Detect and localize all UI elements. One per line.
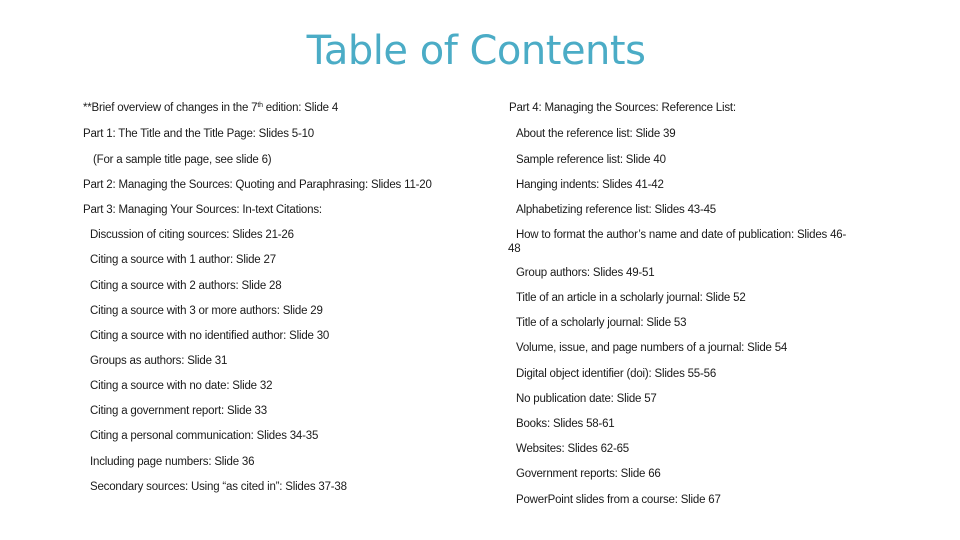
toc-part3-item: Citing a source with 3 or more authors: Slide 29 <box>90 305 323 317</box>
toc-overview <box>83 101 338 115</box>
toc-part3-item: Citing a personal communication: Slides 34-35 <box>90 430 319 442</box>
toc-part4-item: Alphabetizing reference list: Slides 43-45 <box>516 204 716 216</box>
overview-text: **Brief overview of changes in the 7 <box>83 102 258 114</box>
toc-part3: Part 3: Managing Your Sources: In-text Citations: <box>83 204 322 216</box>
toc-part4-item: Government reports: Slide 66 <box>516 468 661 480</box>
toc-part3-item: Including page numbers: Slide 36 <box>90 456 255 468</box>
toc-part3-item: Citing a government report: Slide 33 <box>90 405 267 417</box>
toc-part4-item: How to format the author’s name and date of publication: Slides 46-48 <box>508 229 847 255</box>
toc-part4-item: PowerPoint slides from a course: Slide 67 <box>516 494 721 506</box>
toc-part3-item: Groups as authors: Slide 31 <box>90 355 228 367</box>
toc-part4-item: No publication date: Slide 57 <box>516 393 657 405</box>
toc-part3-item: Citing a source with 1 author: Slide 27 <box>90 254 276 266</box>
toc-part1-note: (For a sample title page, see slide 6) <box>93 154 272 166</box>
toc-part4-item: Websites: Slides 62-65 <box>516 443 630 455</box>
toc-part4-item: Group authors: Slides 49-51 <box>516 267 655 279</box>
toc-part4-item: Hanging indents: Slides 41-42 <box>516 179 664 191</box>
overview-superscript: th <box>257 102 263 109</box>
toc-part3-item: Discussion of citing sources: Slides 21-26 <box>90 229 294 241</box>
toc-part2: Part 2: Managing the Sources: Quoting and Paraphrasing: Slides 11-20 <box>83 179 432 191</box>
slide-title: Table of Contents <box>306 28 646 74</box>
toc-part3-item: Citing a source with no date: Slide 32 <box>90 380 273 392</box>
toc-part1: Part 1: The Title and the Title Page: Slides 5-10 <box>83 128 314 140</box>
toc-part3-item: Citing a source with no identified author: Slide 30 <box>90 330 330 342</box>
toc-part4-item: Books: Slides 58-61 <box>516 418 615 430</box>
toc-part4-item: Volume, issue, and page numbers of a journal: Slide 54 <box>516 342 788 354</box>
toc-part4: Part 4: Managing the Sources: Reference List: <box>509 102 736 114</box>
toc-part4-item: Title of a scholarly journal: Slide 53 <box>516 317 687 329</box>
toc-part4-item: Sample reference list: Slide 40 <box>516 154 666 166</box>
toc-part4-item: Title of an article in a scholarly journal: Slide 52 <box>516 292 746 304</box>
overview-suffix: edition: Slide 4 <box>262 102 339 114</box>
toc-part3-item: Citing a source with 2 authors: Slide 28 <box>90 280 282 292</box>
toc-part4-item: Digital object identifier (doi): Slides 55-56 <box>516 368 717 380</box>
toc-part4-item: About the reference list: Slide 39 <box>516 128 676 140</box>
toc-part3-item: Secondary sources: Using “as cited in”: Slides 37-38 <box>90 481 347 493</box>
